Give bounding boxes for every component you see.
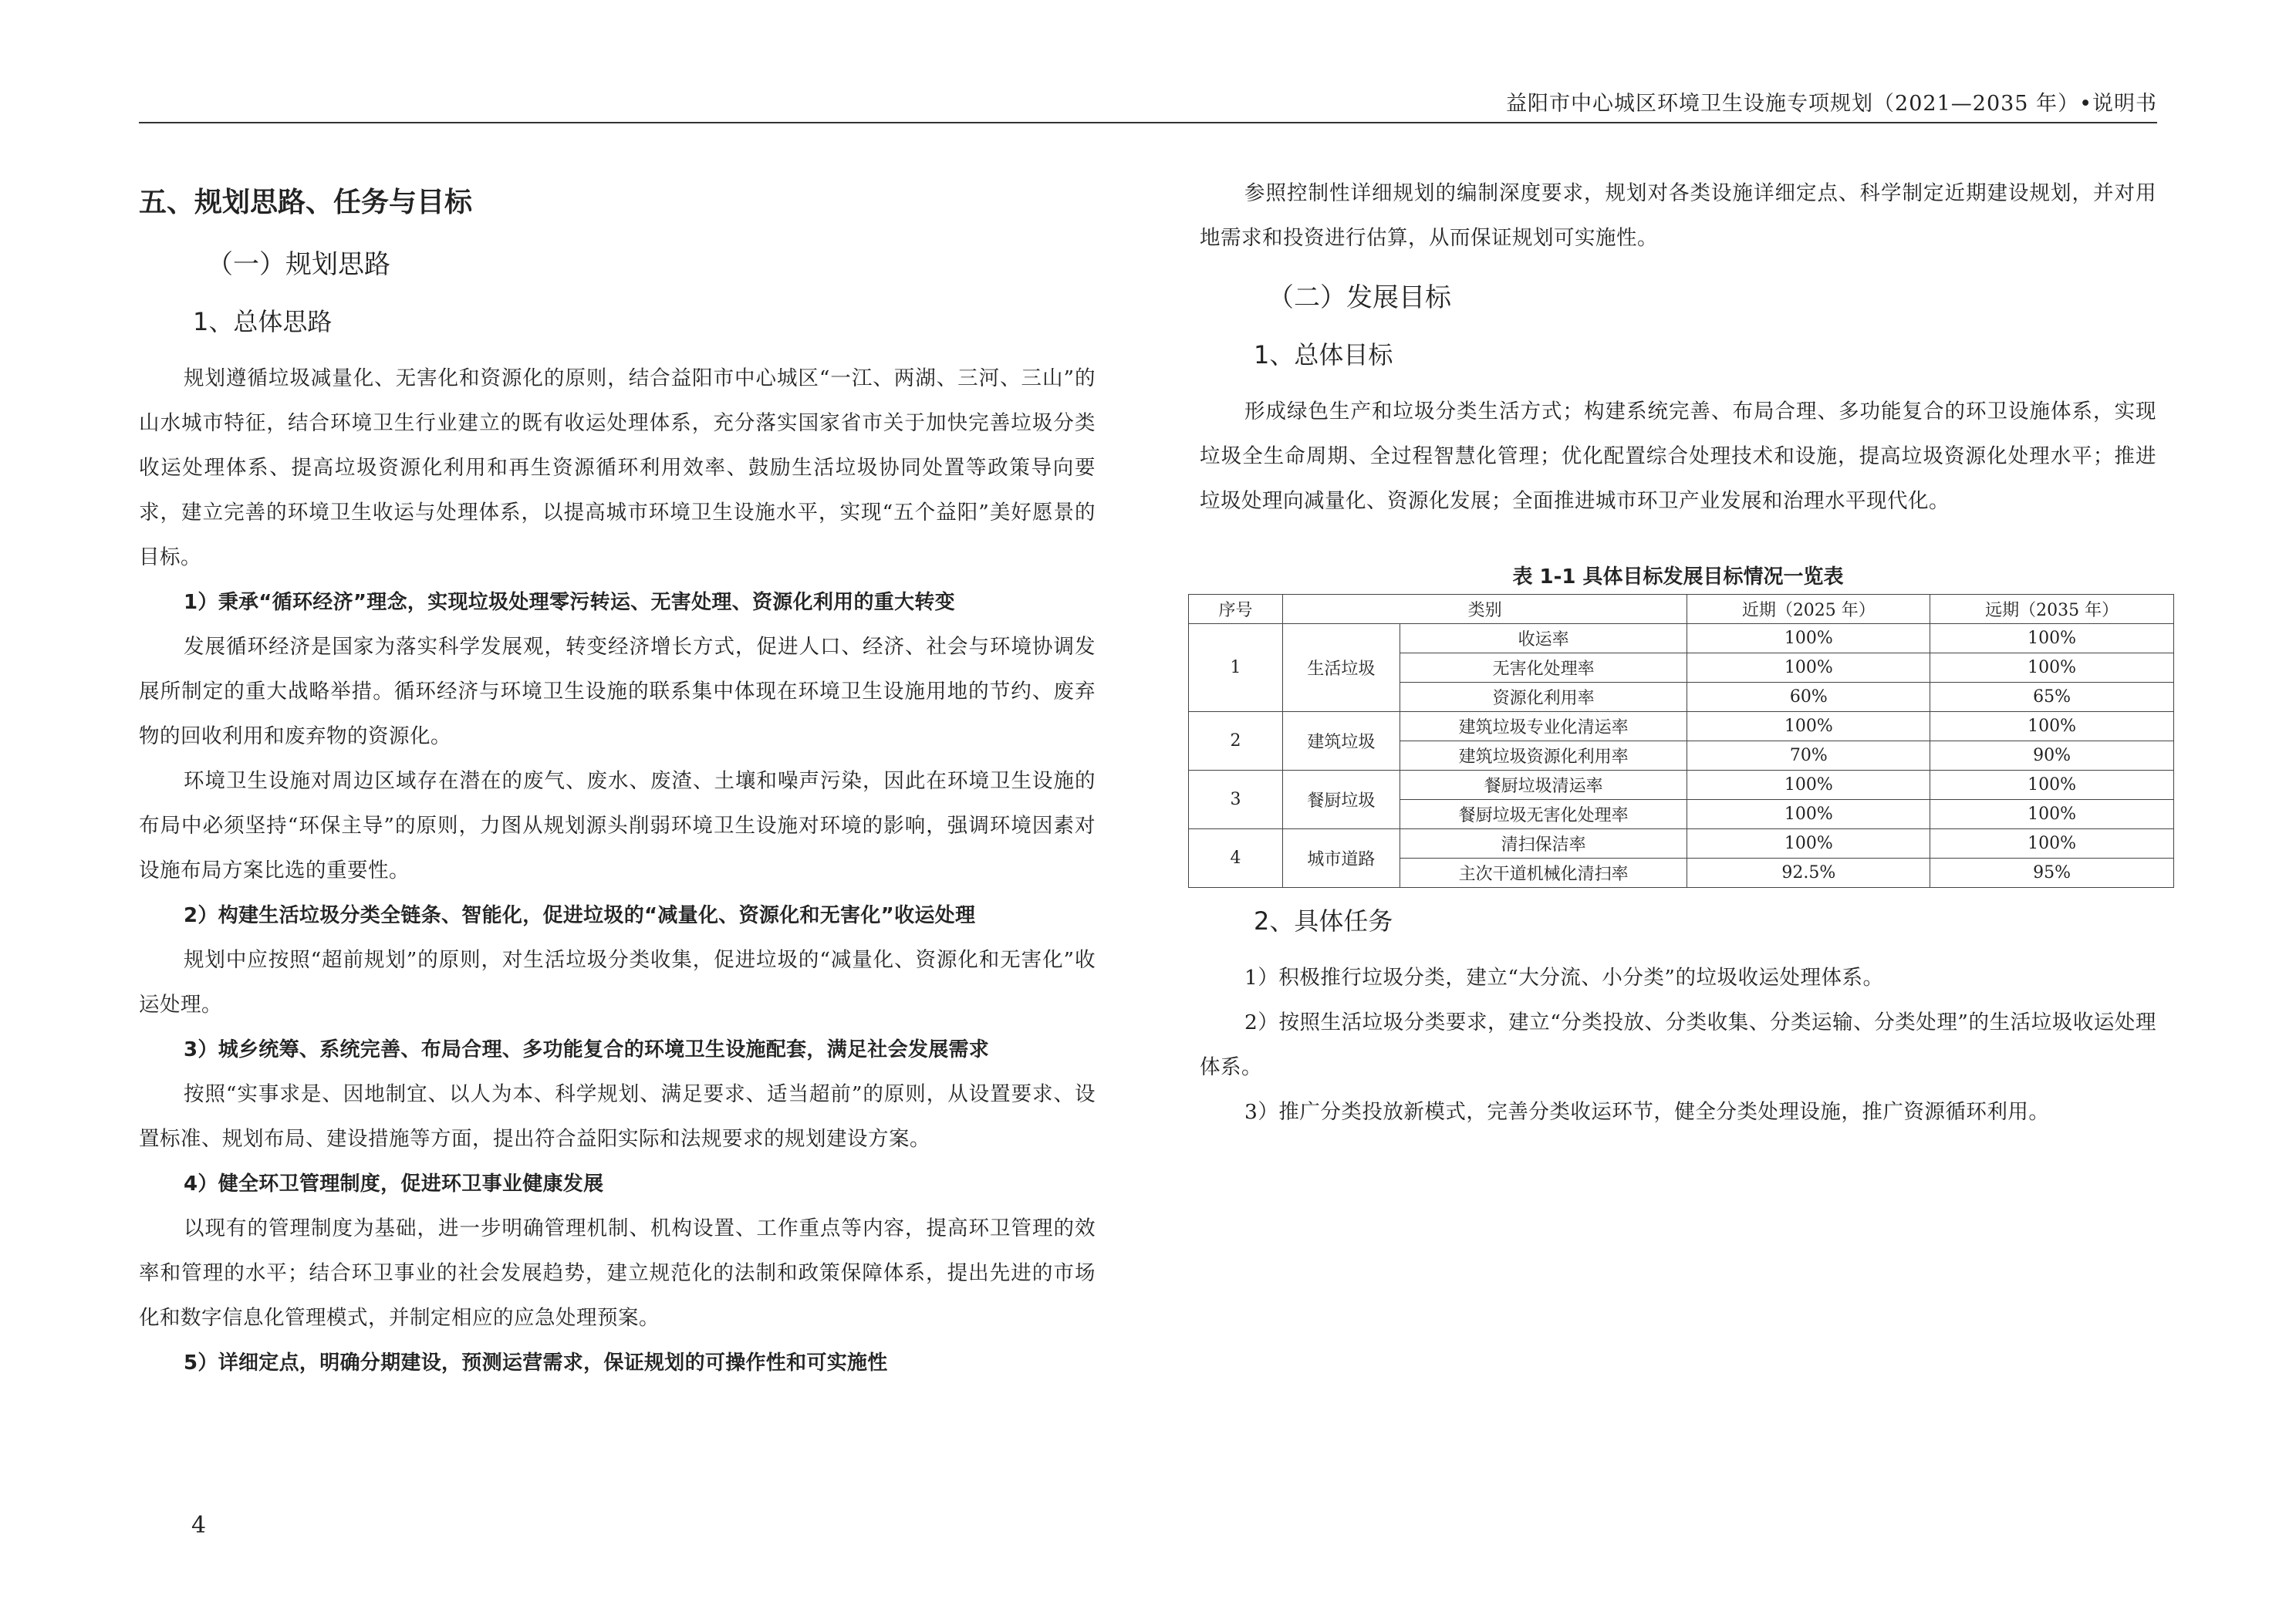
cell-item: 无害化处理率 <box>1400 653 1687 683</box>
cell-seq: 2 <box>1189 712 1283 771</box>
paragraph: 以现有的管理制度为基础，进一步明确管理机制、机构设置、工作重点等内容，提高环卫管理的效率和管理的水平；结合环卫事业的社会发展趋势，建立规范化的法制和政策保障体系，提出先进的市场化和数字信息化管理模式，并制定相应的应急处理预案。 <box>139 1216 1096 1330</box>
cell-near: 100% <box>1687 653 1930 683</box>
cell-item: 清扫保洁率 <box>1400 829 1687 859</box>
running-header: 益阳市中心城区环境卫生设施专项规划（2021—2035 年）•说明书 <box>1506 92 2157 116</box>
right-column <box>1200 171 2156 1135</box>
task-item: 2）按照生活垃圾分类要求，建立“分类投放、分类收集、分类运输、分类处理”的生活垃圾收运处理体系。 <box>1200 1011 2156 1079</box>
cell-group: 城市道路 <box>1282 829 1400 888</box>
cell-far: 65% <box>1930 683 2174 712</box>
task-item: 3）推广分类投放新模式，完善分类收运环节，健全分类处理设施，推广资源循环利用。 <box>1244 1100 2050 1124</box>
cell-group: 建筑垃圾 <box>1282 712 1400 771</box>
table-header-row <box>1189 595 2174 624</box>
heading-specific-tasks: 2、具体任务 <box>1254 906 1393 936</box>
task-item: 1）积极推行垃圾分类，建立“大分流、小分类”的垃圾收运处理体系。 <box>1244 966 1884 990</box>
paragraph: 形成绿色生产和垃圾分类生活方式；构建系统完善、布局合理、多功能复合的环卫设施体系，实现垃圾全生命周期、全过程智慧化管理；优化配置综合处理技术和设施，提高垃圾资源化处理水平；推进垃圾处理向减量化、资源化发展；全面推进城市环卫产业发展和治理水平现代化。 <box>1200 400 2156 513</box>
cell-group: 生活垃圾 <box>1282 624 1400 712</box>
cell-seq: 3 <box>1189 771 1283 829</box>
table-row <box>1189 771 2174 800</box>
cell-item: 建筑垃圾专业化清运率 <box>1400 712 1687 741</box>
cell-far: 100% <box>1930 624 2174 653</box>
subsection-title-development-goals: （二）发展目标 <box>1268 282 1451 313</box>
paragraph: 发展循环经济是国家为落实科学发展观，转变经济增长方式，促进人口、经济、社会与环境协调发展所制定的重大战略举措。循环经济与环境卫生设施的联系集中体现在环境卫生设施用地的节约、废弃物的回收利用和废弃物的资源化。 <box>139 635 1096 748</box>
left-column <box>139 171 1096 1385</box>
heading-overall-goals: 1、总体目标 <box>1254 340 1393 369</box>
cell-item: 资源化利用率 <box>1400 683 1687 712</box>
section-title: 五、规划思路、任务与目标 <box>139 187 473 218</box>
cell-item: 餐厨垃圾清运率 <box>1400 771 1687 800</box>
paragraph: 环境卫生设施对周边区域存在潜在的废气、废水、废渣、土壤和噪声污染，因此在环境卫生设施的布局中必须坚持“环保主导”的原则，力图从规划源头削弱环境卫生设施对环境的影响，强调环境因素对设施布局方案比选的重要性。 <box>139 769 1096 882</box>
cell-near: 100% <box>1687 712 1930 741</box>
table-caption: 表 1-1 具体目标发展目标情况一览表 <box>1512 565 1844 589</box>
cell-near: 100% <box>1687 771 1930 800</box>
cell-near: 60% <box>1687 683 1930 712</box>
cell-item: 主次干道机械化清扫率 <box>1400 859 1687 888</box>
point-heading: 3）城乡统筹、系统完善、布局合理、多功能复合的环境卫生设施配套，满足社会发展需求 <box>184 1038 990 1061</box>
point-heading: 5）详细定点，明确分期建设，预测运营需求，保证规划的可操作性和可实施性 <box>184 1351 888 1375</box>
cell-near: 100% <box>1687 800 1930 829</box>
cell-near: 92.5% <box>1687 859 1930 888</box>
paragraph: 参照控制性详细规划的编制深度要求，规划对各类设施详细定点、科学制定近期建设规划，并对用地需求和投资进行估算，从而保证规划可实施性。 <box>1200 181 2156 250</box>
cell-seq: 4 <box>1189 829 1283 888</box>
cell-group: 餐厨垃圾 <box>1282 771 1400 829</box>
cell-item: 餐厨垃圾无害化处理率 <box>1400 800 1687 829</box>
goals-table <box>1188 594 2174 888</box>
subsection-title-planning-ideas: （一）规划思路 <box>207 249 390 280</box>
point-heading: 4）健全环卫管理制度，促进环卫事业健康发展 <box>184 1173 604 1196</box>
cell-far: 90% <box>1930 741 2174 771</box>
header-rule <box>139 122 2157 123</box>
header-seq: 序号 <box>1189 595 1283 624</box>
cell-item: 收运率 <box>1400 624 1687 653</box>
cell-far: 95% <box>1930 859 2174 888</box>
cell-near: 70% <box>1687 741 1930 771</box>
cell-item: 建筑垃圾资源化利用率 <box>1400 741 1687 771</box>
header-near: 近期（2025 年） <box>1687 595 1930 624</box>
cell-far: 100% <box>1930 771 2174 800</box>
cell-far: 100% <box>1930 653 2174 683</box>
table-row <box>1189 829 2174 859</box>
table-row <box>1189 712 2174 741</box>
cell-far: 100% <box>1930 829 2174 859</box>
cell-near: 100% <box>1687 829 1930 859</box>
paragraph: 按照“实事求是、因地制宜、以人为本、科学规划、满足要求、适当超前”的原则，从设置要求、设置标准、规划布局、建设措施等方面，提出符合益阳实际和法规要求的规划建设方案。 <box>139 1082 1096 1151</box>
point-heading: 2）构建生活垃圾分类全链条、智能化，促进垃圾的“减量化、资源化和无害化”收运处理 <box>184 904 976 927</box>
cell-far: 100% <box>1930 800 2174 829</box>
cell-far: 100% <box>1930 712 2174 741</box>
table-row <box>1189 624 2174 653</box>
header-category: 类别 <box>1282 595 1687 624</box>
paragraph: 规划遵循垃圾减量化、无害化和资源化的原则，结合益阳市中心城区“一江、两湖、三河、三山”的山水城市特征，结合环境卫生行业建立的既有收运处理体系，充分落实国家省市关于加快完善垃圾分类收运处理体系、提高垃圾资源化利用和再生资源循环利用效率、鼓励生活垃圾协同处置等政策导向要求，建立完善的环境卫生收运与处理体系，以提高城市环境卫生设施水平，实现“五个益阳”美好愿景的目标。 <box>139 366 1096 569</box>
cell-near: 100% <box>1687 624 1930 653</box>
heading-overall-ideas: 1、总体思路 <box>193 307 333 336</box>
page-number: 4 <box>191 1512 207 1539</box>
cell-seq: 1 <box>1189 624 1283 712</box>
header-far: 远期（2035 年） <box>1930 595 2174 624</box>
paragraph: 规划中应按照“超前规划”的原则，对生活垃圾分类收集，促进垃圾的“减量化、资源化和无害化”收运处理。 <box>139 948 1096 1017</box>
point-heading: 1）秉承“循环经济”理念，实现垃圾处理零污转运、无害处理、资源化利用的重大转变 <box>184 591 955 614</box>
